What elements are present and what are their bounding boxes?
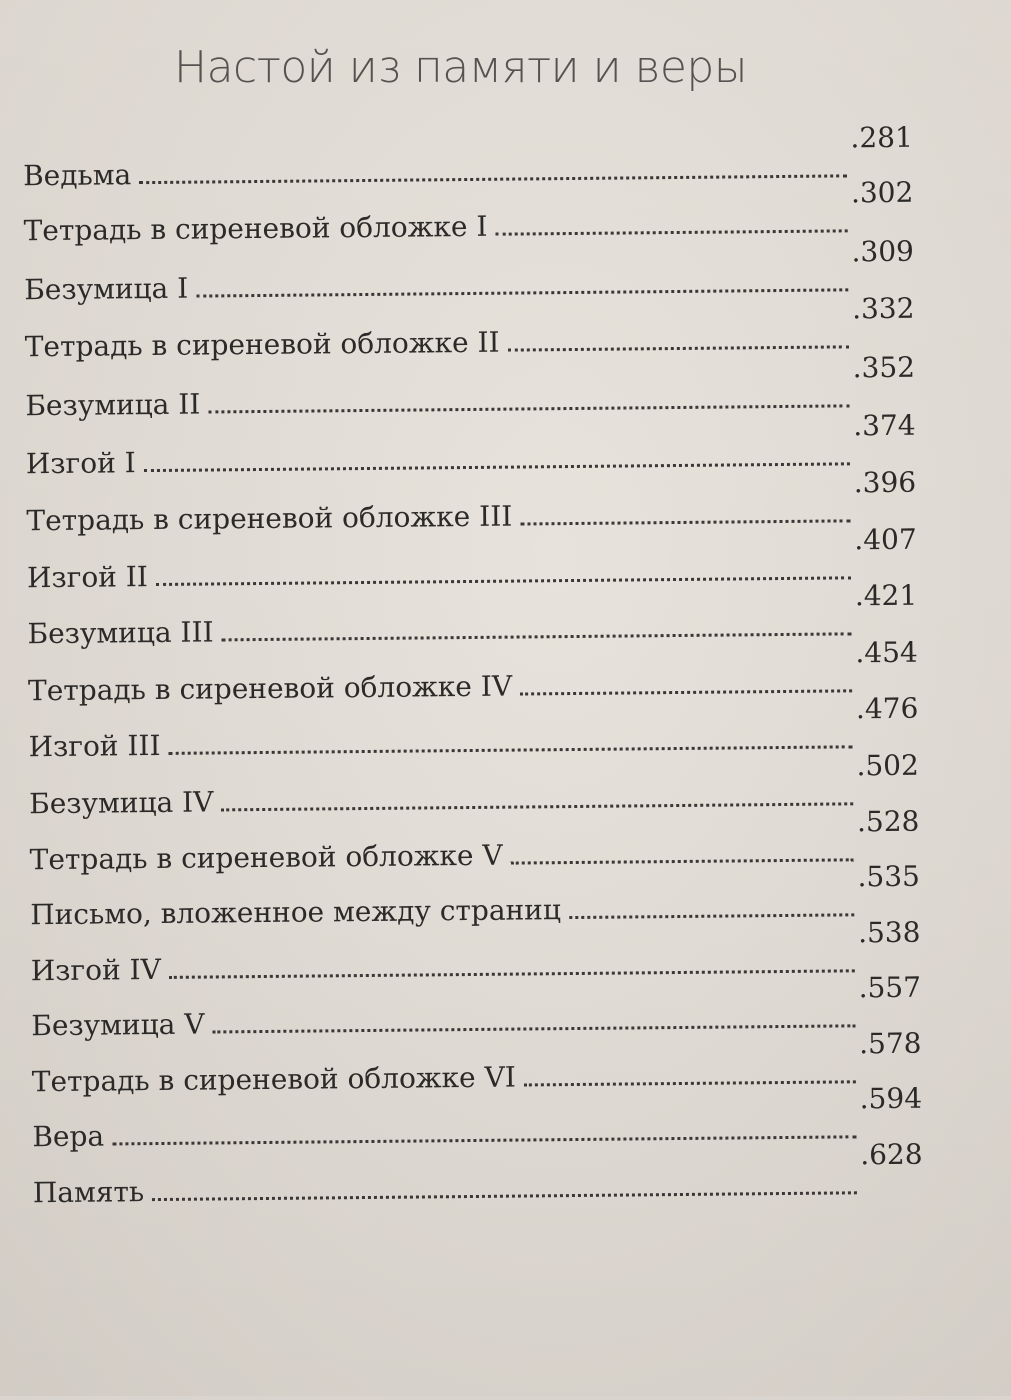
dot-leader bbox=[520, 518, 850, 525]
dot-leader bbox=[520, 688, 852, 695]
dot-leader bbox=[524, 1079, 856, 1086]
toc-entry-label: Изгой I bbox=[25, 446, 136, 481]
dot-leader bbox=[508, 344, 849, 351]
toc-entry-page-number: .594 bbox=[859, 1081, 923, 1116]
toc-entry-page-number: .538 bbox=[857, 915, 921, 950]
toc-entry-page-number: .309 bbox=[851, 234, 915, 269]
toc-entry-page-number: .396 bbox=[853, 465, 917, 500]
toc-entry bbox=[31, 970, 922, 1043]
dot-leader bbox=[112, 1134, 856, 1145]
dot-leader bbox=[221, 801, 852, 811]
toc-entry bbox=[30, 915, 921, 988]
dot-leader bbox=[511, 857, 854, 864]
toc-entry bbox=[32, 1137, 923, 1210]
toc-entry bbox=[31, 1026, 922, 1099]
toc-entry-label: Тетрадь в сиреневой обложке III bbox=[26, 499, 513, 538]
dot-leader bbox=[144, 461, 850, 472]
toc-entry-page-number: .476 bbox=[855, 691, 919, 726]
toc-entry bbox=[24, 234, 915, 307]
toc-entry-label: Ведьма bbox=[22, 158, 132, 193]
dot-leader bbox=[196, 287, 848, 297]
toc-entry-label: Память bbox=[32, 1175, 145, 1210]
toc-entry-page-number: .528 bbox=[856, 804, 920, 839]
toc-entry bbox=[22, 120, 913, 193]
toc-entry-label: Тетрадь в сиреневой обложке I bbox=[23, 209, 488, 248]
toc-entry-label: Безумица IV bbox=[29, 785, 214, 821]
toc-entry-label: Тетрадь в сиреневой обложке II bbox=[24, 325, 500, 364]
toc-entry-label: Безумица II bbox=[25, 387, 201, 423]
dot-leader bbox=[212, 1023, 855, 1033]
toc-entry-page-number: .374 bbox=[853, 408, 916, 443]
toc-entry bbox=[26, 522, 917, 595]
toc-entry-page-number: .535 bbox=[857, 859, 921, 894]
toc-entry-page-number: .407 bbox=[854, 522, 917, 557]
toc-entry-page-number: .302 bbox=[850, 175, 914, 210]
dot-leader bbox=[156, 575, 851, 586]
toc-entry-label: Тетрадь в сиреневой обложке VI bbox=[31, 1060, 517, 1099]
toc-entry-page-number: .352 bbox=[852, 350, 916, 385]
dot-leader bbox=[569, 912, 854, 919]
section-title: Настой из памяти и веры bbox=[173, 42, 748, 93]
toc-entry-label: Тетрадь в сиреневой обложке V bbox=[29, 838, 503, 877]
toc-entry bbox=[29, 748, 919, 821]
toc-entry-label: Безумица I bbox=[24, 271, 189, 307]
dot-leader bbox=[222, 631, 852, 641]
dot-leader bbox=[169, 968, 855, 979]
toc-entry-page-number: .557 bbox=[858, 970, 922, 1005]
toc-entry bbox=[28, 691, 919, 764]
dot-leader bbox=[208, 403, 849, 413]
toc-entry-page-number: .281 bbox=[850, 120, 913, 155]
toc-entry-page-number: .502 bbox=[856, 748, 919, 783]
toc-entry bbox=[32, 1081, 923, 1154]
toc-entry-page-number: .454 bbox=[855, 635, 918, 670]
toc-entry bbox=[25, 350, 916, 423]
toc-entry-page-number: .578 bbox=[859, 1026, 922, 1061]
toc-entry-label: Изгой II bbox=[26, 560, 149, 595]
toc-entry-label: Изгой IV bbox=[30, 952, 161, 988]
toc-entry bbox=[26, 465, 917, 538]
toc-entry bbox=[27, 635, 918, 708]
dot-leader bbox=[152, 1190, 856, 1201]
toc-entry-page-number: .421 bbox=[854, 578, 918, 613]
toc-entry bbox=[25, 408, 916, 481]
toc-entry-label: Вера bbox=[32, 1119, 105, 1154]
toc-entry bbox=[27, 578, 918, 651]
toc-entry-page-number: .628 bbox=[860, 1137, 923, 1172]
toc-entry-page-number: .332 bbox=[851, 291, 915, 326]
toc-entry-label: Безумица III bbox=[27, 615, 214, 651]
dot-leader bbox=[169, 744, 853, 755]
toc-entry bbox=[24, 291, 915, 364]
toc-entry-label: Письмо, вложенное между страниц bbox=[30, 893, 562, 932]
dot-leader bbox=[139, 173, 847, 184]
toc-entry-label: Изгой III bbox=[28, 728, 161, 764]
toc-entry-label: Безумица V bbox=[31, 1007, 205, 1043]
toc-entry-label: Тетрадь в сиреневой обложке IV bbox=[27, 669, 513, 708]
toc-entry bbox=[30, 859, 921, 932]
dot-leader bbox=[496, 228, 848, 235]
